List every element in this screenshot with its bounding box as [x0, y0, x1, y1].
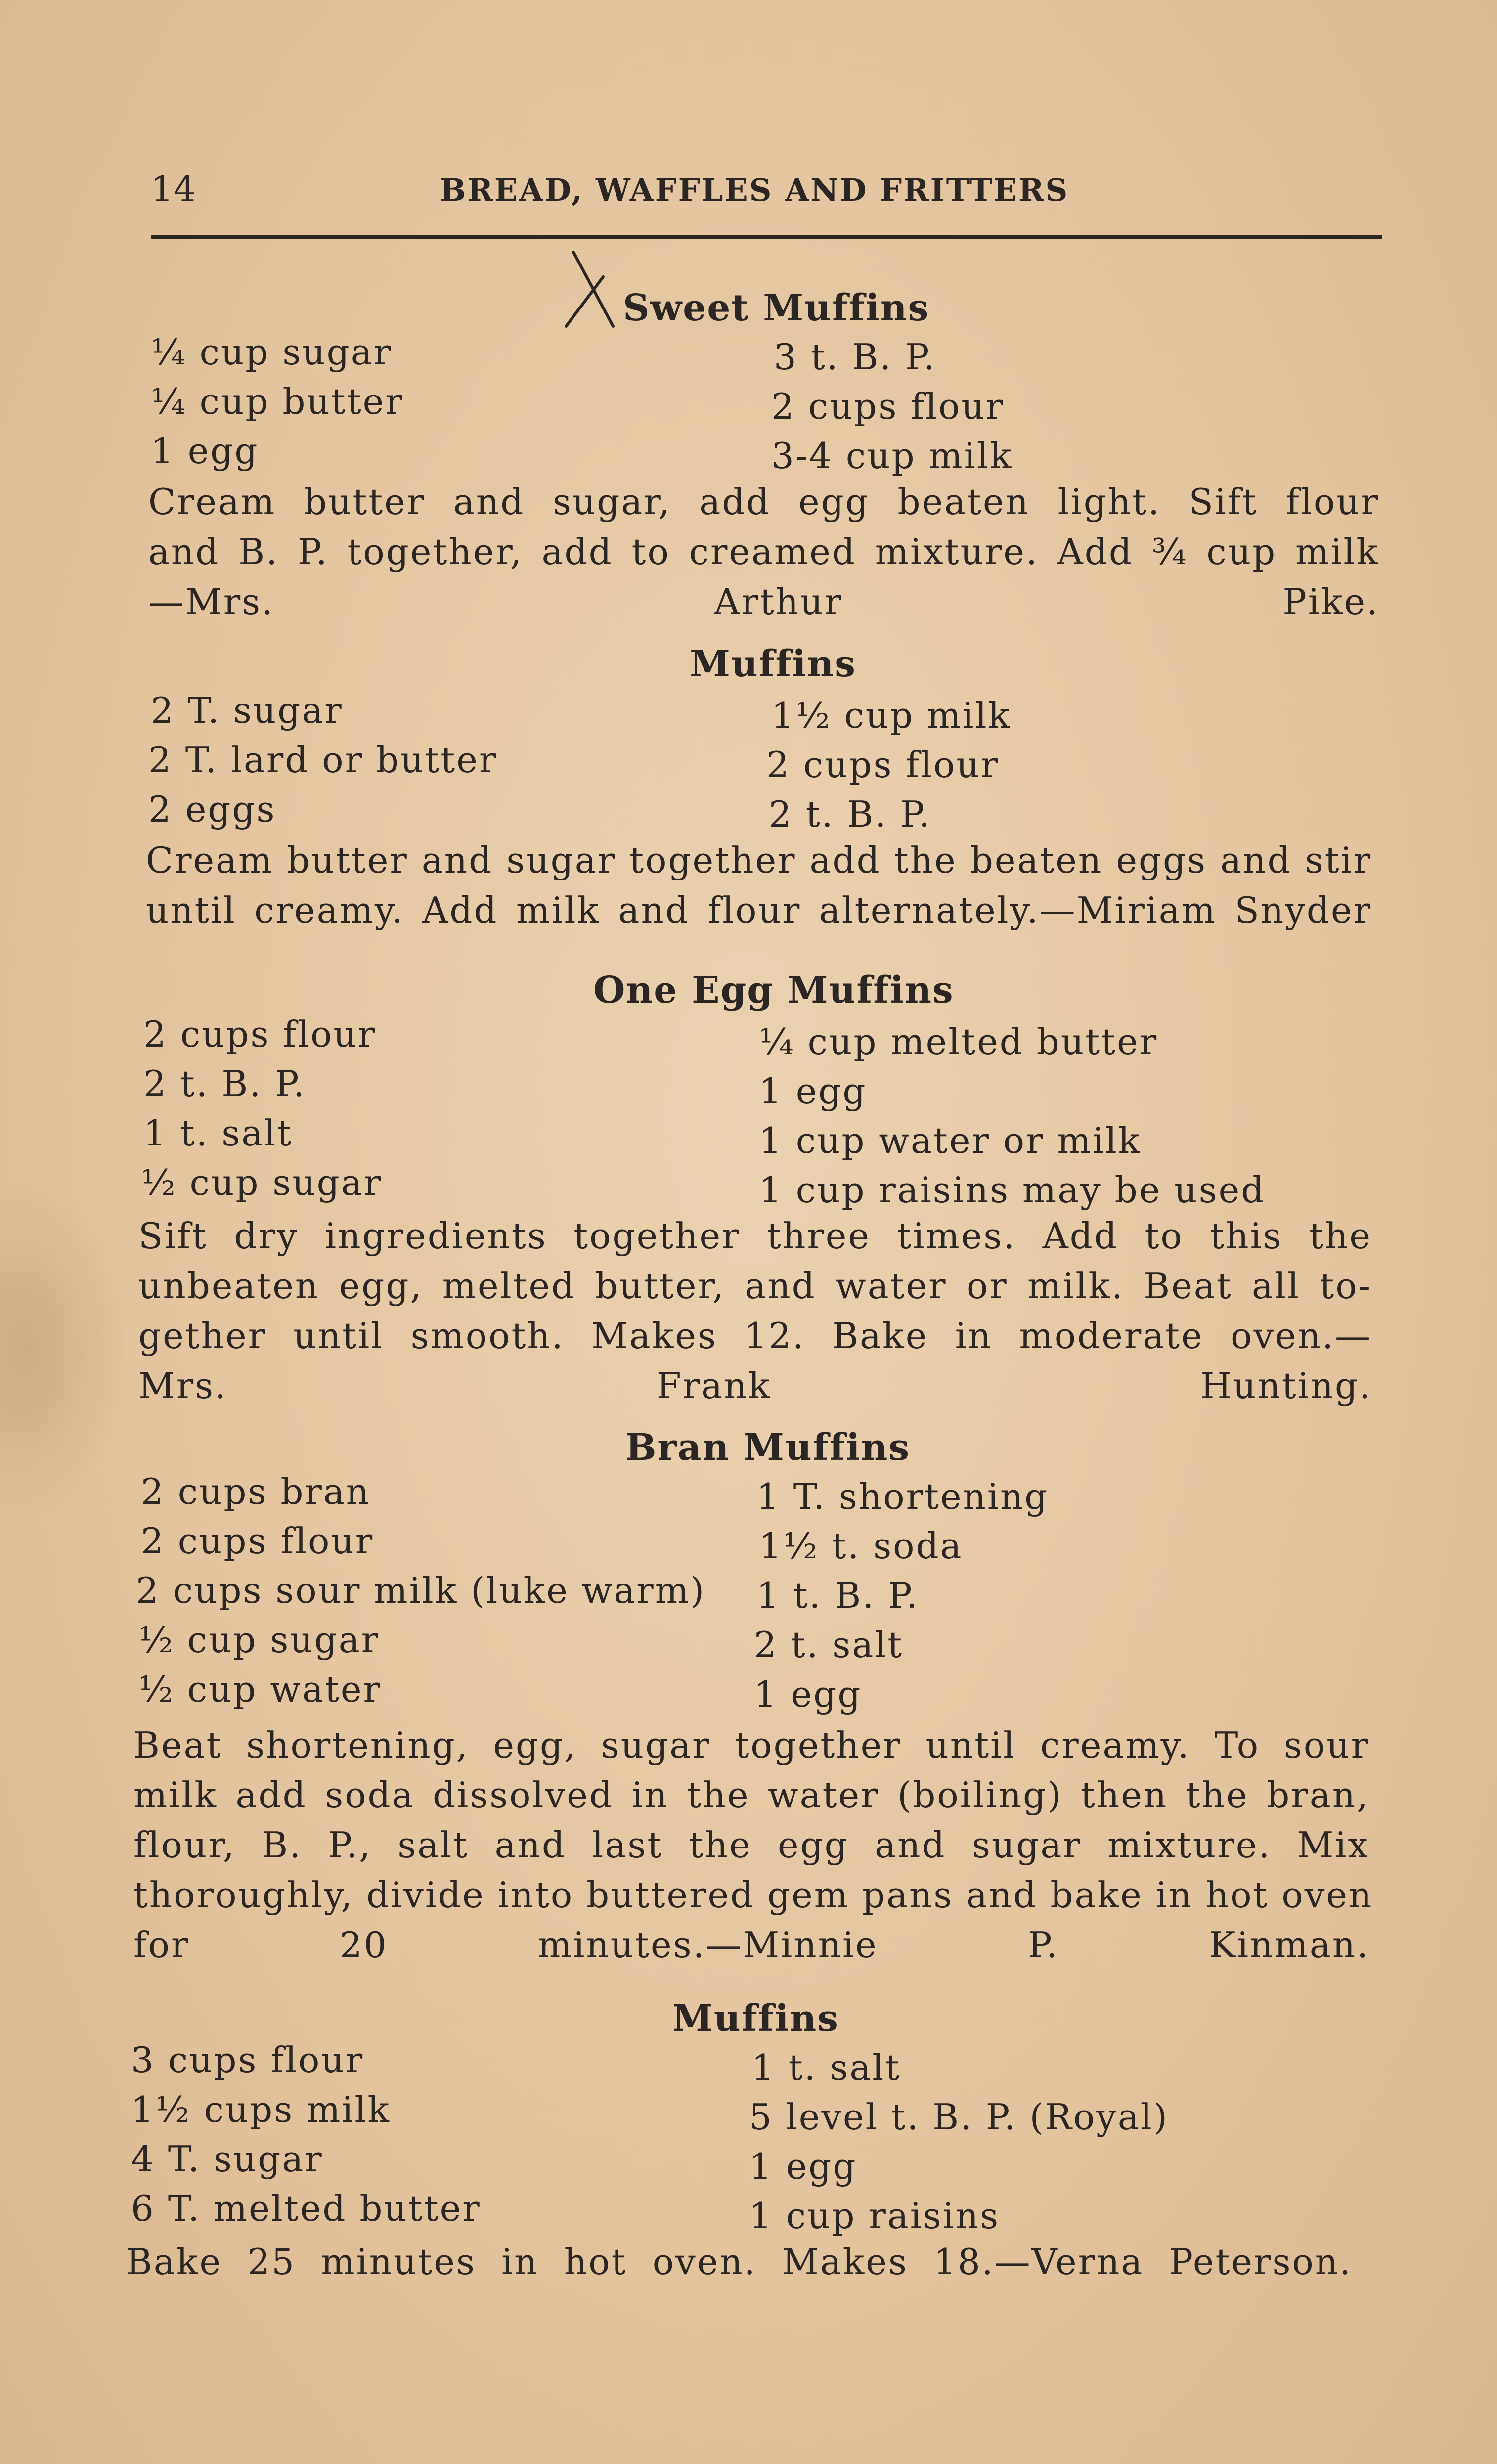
recipe-directions — [126, 2237, 1352, 2287]
ingredient: 1½ cup milk — [771, 695, 1012, 736]
page-header — [151, 168, 1382, 213]
ingredient: 1 egg — [759, 1070, 867, 1112]
page-number: 14 — [151, 168, 196, 210]
header-rule — [151, 235, 1382, 239]
recipe-title: Muffins — [690, 643, 856, 685]
directions-line: flour, B. P., salt and last the egg and sugar mixture. Mix — [133, 1824, 1369, 1866]
ingredient: 1 cup raisins may be used — [759, 1169, 1266, 1211]
ingredient: 1 egg — [151, 430, 259, 472]
ingredient: 1 cup water or milk — [759, 1120, 1142, 1161]
directions-line: Sift dry ingredients together three times. Add to this the — [138, 1215, 1372, 1257]
ingredient: 2 cups flour — [771, 386, 1005, 427]
recipe-title: Sweet Muffins — [623, 287, 930, 329]
ingredient: 2 cups flour — [141, 1520, 374, 1562]
paper-stain — [0, 1177, 129, 1523]
directions-line: —Mrs. Arthur Pike. — [148, 581, 1379, 622]
recipe-title: One Egg Muffins — [593, 969, 954, 1012]
ingredient: 2 t. B. P. — [769, 793, 931, 835]
ingredient: 2 cups sour milk (luke warm) — [136, 1570, 706, 1611]
ingredient: 1 t. salt — [143, 1112, 293, 1154]
directions-line: milk add soda dissolved in the water (boiling) then the bran, — [133, 1774, 1369, 1816]
ingredient: 1 t. B. P. — [756, 1575, 919, 1616]
directions-line: for 20 minutes.—Minnie P. Kinman. — [133, 1924, 1369, 1966]
ingredient: ¼ cup melted butter — [759, 1021, 1158, 1062]
ingredient: 1½ cups milk — [131, 2089, 391, 2130]
ingredient: 2 eggs — [148, 789, 276, 830]
directions-line: Cream butter and sugar, add egg beaten light. Sift flour — [148, 481, 1379, 523]
recipe-directions — [146, 836, 1372, 935]
ingredient: 2 t. salt — [754, 1624, 904, 1666]
recipe-title: Bran Muffins — [625, 1426, 911, 1469]
ingredient: 1 t. salt — [751, 2047, 901, 2088]
ingredient: ½ cup sugar — [138, 1619, 380, 1661]
ingredient: 1½ t. soda — [759, 1525, 963, 1567]
directions-line: Cream butter and sugar together add the beaten eggs and stir — [146, 839, 1372, 881]
ingredient: 4 T. sugar — [131, 2138, 323, 2180]
directions-line: unbeaten egg, melted butter, and water or milk. Beat all to- — [138, 1265, 1372, 1307]
directions-line: Mrs. Frank Hunting. — [138, 1365, 1372, 1407]
directions-line: until creamy. Add milk and flour alternately.—Miriam Snyder — [146, 889, 1372, 931]
ingredient: ½ cup water — [138, 1669, 382, 1710]
ingredient: 2 cups bran — [141, 1471, 371, 1512]
ingredient: 1 T. shortening — [756, 1476, 1049, 1517]
ingredient: 2 t. B. P. — [143, 1063, 306, 1104]
ingredient: 6 T. melted butter — [131, 2188, 481, 2229]
directions-line: gether until smooth. Makes 12. Bake in moderate oven.— — [138, 1315, 1372, 1357]
recipe-title: Muffins — [672, 1997, 839, 2040]
handwritten-check-mark — [564, 247, 623, 331]
directions-line: Beat shortening, egg, sugar together until creamy. To sour — [133, 1724, 1369, 1766]
ingredient: ¼ cup butter — [151, 381, 404, 422]
directions-line: thoroughly, divide into buttered gem pans and bake in hot oven — [133, 1874, 1373, 1916]
ingredient: 1 egg — [749, 2146, 857, 2187]
ingredient: 1 cup raisins — [749, 2195, 1000, 2237]
running-head: BREAD, WAFFLES AND FRITTERS — [440, 172, 1069, 208]
ingredient: 2 T. sugar — [151, 690, 343, 731]
ingredient: 3 t. B. P. — [774, 336, 936, 378]
ingredient: 2 cups flour — [766, 744, 1000, 786]
recipe-directions — [133, 1720, 1373, 1970]
ingredient: 3 cups flour — [131, 2039, 364, 2081]
ingredient: 3-4 cup milk — [771, 435, 1013, 477]
ingredient: 5 level t. B. P. (Royal) — [749, 2096, 1169, 2138]
directions-line: Bake 25 minutes in hot oven. Makes 18.—Verna Peterson. — [126, 2241, 1352, 2283]
ingredient: ¼ cup sugar — [151, 331, 393, 373]
directions-line: and B. P. together, add to creamed mixture. Add ¾ cup milk — [148, 531, 1379, 572]
recipe-directions — [148, 477, 1379, 627]
ingredient: 2 T. lard or butter — [148, 739, 498, 781]
ingredient: ½ cup sugar — [141, 1162, 383, 1203]
ingredient: 2 cups flour — [143, 1013, 377, 1055]
ingredient: 1 egg — [754, 1673, 862, 1715]
recipe-directions — [138, 1211, 1372, 1411]
